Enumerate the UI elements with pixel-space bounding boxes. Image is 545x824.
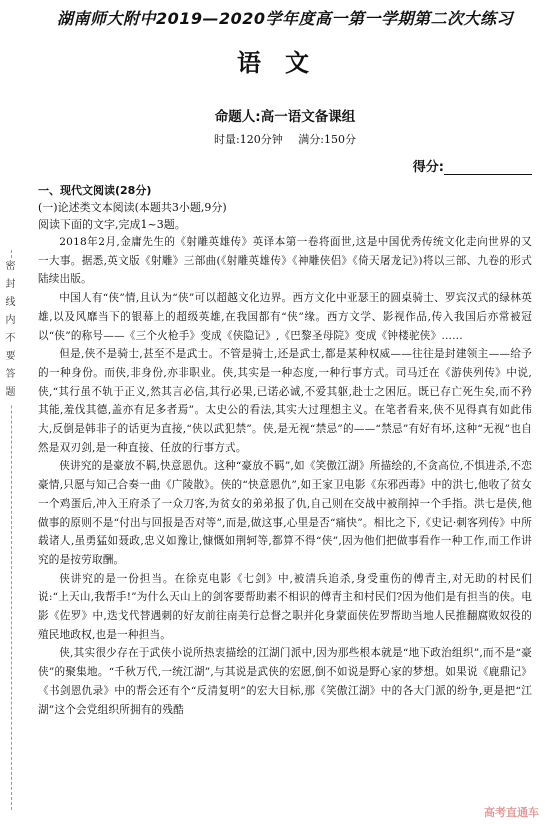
seal-line-margin [0,0,22,824]
seal-line-notice: 密封线内不要答题 [3,260,17,404]
score-blank[interactable] [444,160,532,175]
subject-title: 语文 [237,49,333,77]
full-score: 满分:150分 [298,133,356,146]
paragraph-5: 侠讲究的是一份担当。在徐克电影《七剑》中,被清兵追杀,身受重伤的傅青主,对无助的村民们说:“上天山,我帮手!”为什么天山上的剑客要帮助素不相识的傅青主和村民们?因为他们是有担当的侠。电影《佐罗》中,迭戈代替遇刺的好友前往南美行总督之职并化身蒙面侠佐罗帮助当地人民推翻腐败奴役的殖民地政权,也是一种担当。 [38,572,532,641]
watermark-logo: 高考直通车 [484,806,539,819]
paragraph-4: 侠讲究的是豪放不羁,快意恩仇。这种“豪放不羁”,如《笑傲江湖》所描绘的,不贪高位,不惧进杀,不恋豪情,只愿与知己合奏一曲《广陵散》。侠的“快意恩仇”,如王家卫电影《东邪西毒》中的洪七,他收了贫女一个鸡蛋后,冲入王府杀了一众刀客,为贫女的弟弟报了仇,自己则在交战中被削掉一个手指。洪七是侠,他做事的原则不是“付出与回报是否对等”,而是,做这事,心里是否“痛快”。相比之下,《史记·刺客列传》中所载诸人,虽勇猛如聂政,忠义如豫让,慷慨如荆轲等,都算不得“侠”,因为他们把做事看作一种工作,而工作讲究的是按劳取酬。 [38,460,532,566]
score-label: 得分: [412,160,444,175]
paragraph-1: 2018年2月,金庸先生的《射雕英雄传》英译本第一卷将面世,这是中国优秀传统文化走向世界的又一大事。据悉,英文版《射雕》三部曲(《射雕英雄传》《神雕侠侣》《倚天屠龙记》)将以三部、九卷的形式陆续出版。 [38,236,532,286]
exam-meta [38,132,532,148]
paragraph-2: 中国人有“侠”情,且认为“侠”可以超越文化边界。西方文化中亚瑟王的圆桌骑士、罗宾汉式的绿林英雄,以及风靡当下的银幕上的超级英雄,在我国都有“侠”缘。西方文学、影视作品,传入我国后亦常被冠以“侠”的称号——《三个火枪手》变成《侠隐记》,《巴黎圣母院》变成《钟楼驼侠》…… [38,292,532,342]
author-line: 命题人:高一语文备课组 [214,109,356,125]
section-heading: 一、现代文阅读(28分) [38,184,152,197]
exam-page [38,8,532,719]
time-limit: 时量:120分钟 [214,133,283,146]
score-row [38,156,532,175]
instruction: 阅读下面的文字,完成1~3题。 [38,218,186,231]
sub-section-heading: (一)论述类文本阅读(本题共3小题,9分) [38,201,227,214]
paragraph-6: 侠,其实很少存在于武侠小说所热衷描绘的江湖门派中,因为那些根本就是“地下政治组织”,而不是“豪侠”的聚集地。“千秋万代,一统江湖”,与其说是武侠的宏愿,倒不如说是野心家的梦想。如果说《鹿鼎记》《书剑恩仇录》中的帮会还有个“反清复明”的宏大目标,那《笑傲江湖》中的各大门派的纷争,更是把“江湖”这个会党组织所拥有的残酷 [38,647,532,716]
exam-title: 湖南师大附中2019—2020学年度高一第一学期第二次大练习 [56,9,514,28]
paragraph-3: 但是,侠不是骑士,甚至不是武士。不管是骑士,还是武士,都是某种权威——往往是封建领主——给予的一种身份。而侠,非身份,亦非职业。侠,其实是一种态度,一种行事方式。司马迁在《游侠列传》中说,侠,“其行虽不轨于正义,然其言必信,其行必果,已诺必诚,不爱其躯,赴士之困厄。既已存亡死生矣,而不矜其能,羞伐其德,盖亦有足多者焉”。太史公的看法,其实大过理想主义。在笔者看来,侠不见得真有如此伟大,反倒是韩非子的话更为直接,“侠以武犯禁”。侠,是无视“禁忌”的——“禁忌”有好有坏,这种“无视”也自然是双刃剑,是一种直接、任放的行事方式。 [38,348,532,454]
